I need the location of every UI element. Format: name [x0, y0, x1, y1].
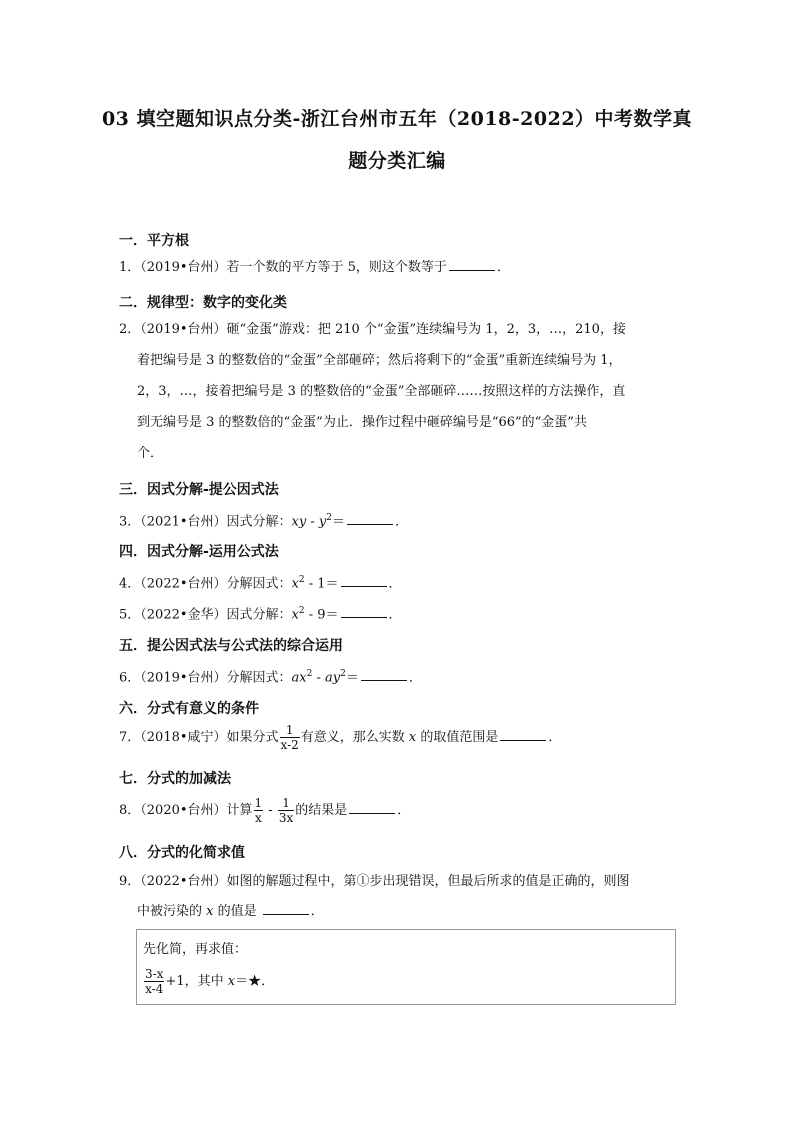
question-3: 3．（2021•台州）因式分解：xy - $y^2=$ ． — [119, 513, 409, 530]
section-heading: 八．分式的化简求值 — [119, 845, 245, 861]
doc-title-line2: 题分类汇编 — [348, 150, 446, 172]
section-heading: 二．规律型：数字的变化类 — [119, 295, 287, 311]
question-4: 4．（2022•台州）分解因式：$x^2 - 1=$ ． — [119, 575, 402, 592]
answer-blank — [347, 512, 393, 525]
section-heading: 四．因式分解-运用公式法 — [119, 544, 279, 560]
answer-blank — [341, 605, 387, 618]
question-8: 8．（2020•台州）计算 $\frac{1}{x}$ - $\frac{1}{3x}$ 的结果是 ． — [119, 796, 411, 825]
answer-blank — [500, 728, 546, 741]
section-heading: 五．提公因式法与公式法的综合运用 — [119, 638, 343, 654]
doc-title-line1: 03 填空题知识点分类-浙江台州市五年（2018-2022）中考数学真 — [101, 108, 693, 130]
answer-blank — [341, 574, 387, 587]
section-heading: 三．因式分解-提公因式法 — [119, 482, 279, 498]
answer-blank — [449, 258, 495, 271]
fraction: $\frac{1}{x}$ — [254, 796, 263, 825]
question-7: 7．（2018•咸宁）如果分式 $\frac{1}{x-2}$ 有意义，那么实数 x 的取值范围是 ． — [119, 723, 562, 752]
answer-blank — [263, 902, 309, 915]
fraction: $\frac{1}{3x}$ — [278, 796, 294, 825]
question-2: 2．（2019•台州）砸“金蛋”游戏：把 210 个“金蛋”连续编号为 1，2，3，…，210，接 着把编号是 3 的整数倍的“金蛋”全部砸碎；然后将剩下的“金蛋”重新连续编号为 1， 2，3，…，接着把编号是 3 的整数倍的“金蛋”全部砸碎……按照这样的方法操作，直 到无编号是 3 的整数倍的“金蛋”为止．操作过程中砸碎编号是“66”的“金蛋”共 个． — [119, 322, 626, 461]
answer-blank — [349, 801, 395, 814]
section-heading: 七．分式的加减法 — [119, 771, 231, 787]
question-6: 6．（2019•台州）分解因式：$ax^2 - ay^2=$ ． — [119, 669, 422, 686]
solution-figure-box — [136, 929, 676, 1005]
section-heading: 六．分式有意义的条件 — [119, 701, 259, 717]
box-expression: $\frac{3-x}{x-4}$ +1，其中 x＝★． — [145, 967, 275, 996]
box-instruction: 先化简，再求值： — [143, 942, 248, 957]
question-1: 1．（2019•台州）若一个数的平方等于 5，则这个数等于 ． — [119, 260, 510, 275]
question-9: 9．（2022•台州）如图的解题过程中，第①步出现错误，但最后所求的值是正确的，则图 中被污染的 x 的值是 ． — [119, 874, 630, 919]
answer-blank — [361, 668, 407, 681]
question-5: 5．（2022•金华）因式分解：$x^2 - 9=$ ． — [119, 606, 402, 623]
fraction: $\frac{1}{x-2}$ — [280, 723, 299, 752]
section-heading: 一．平方根 — [119, 233, 189, 249]
fraction: $\frac{3-x}{x-4}$ — [145, 967, 164, 996]
